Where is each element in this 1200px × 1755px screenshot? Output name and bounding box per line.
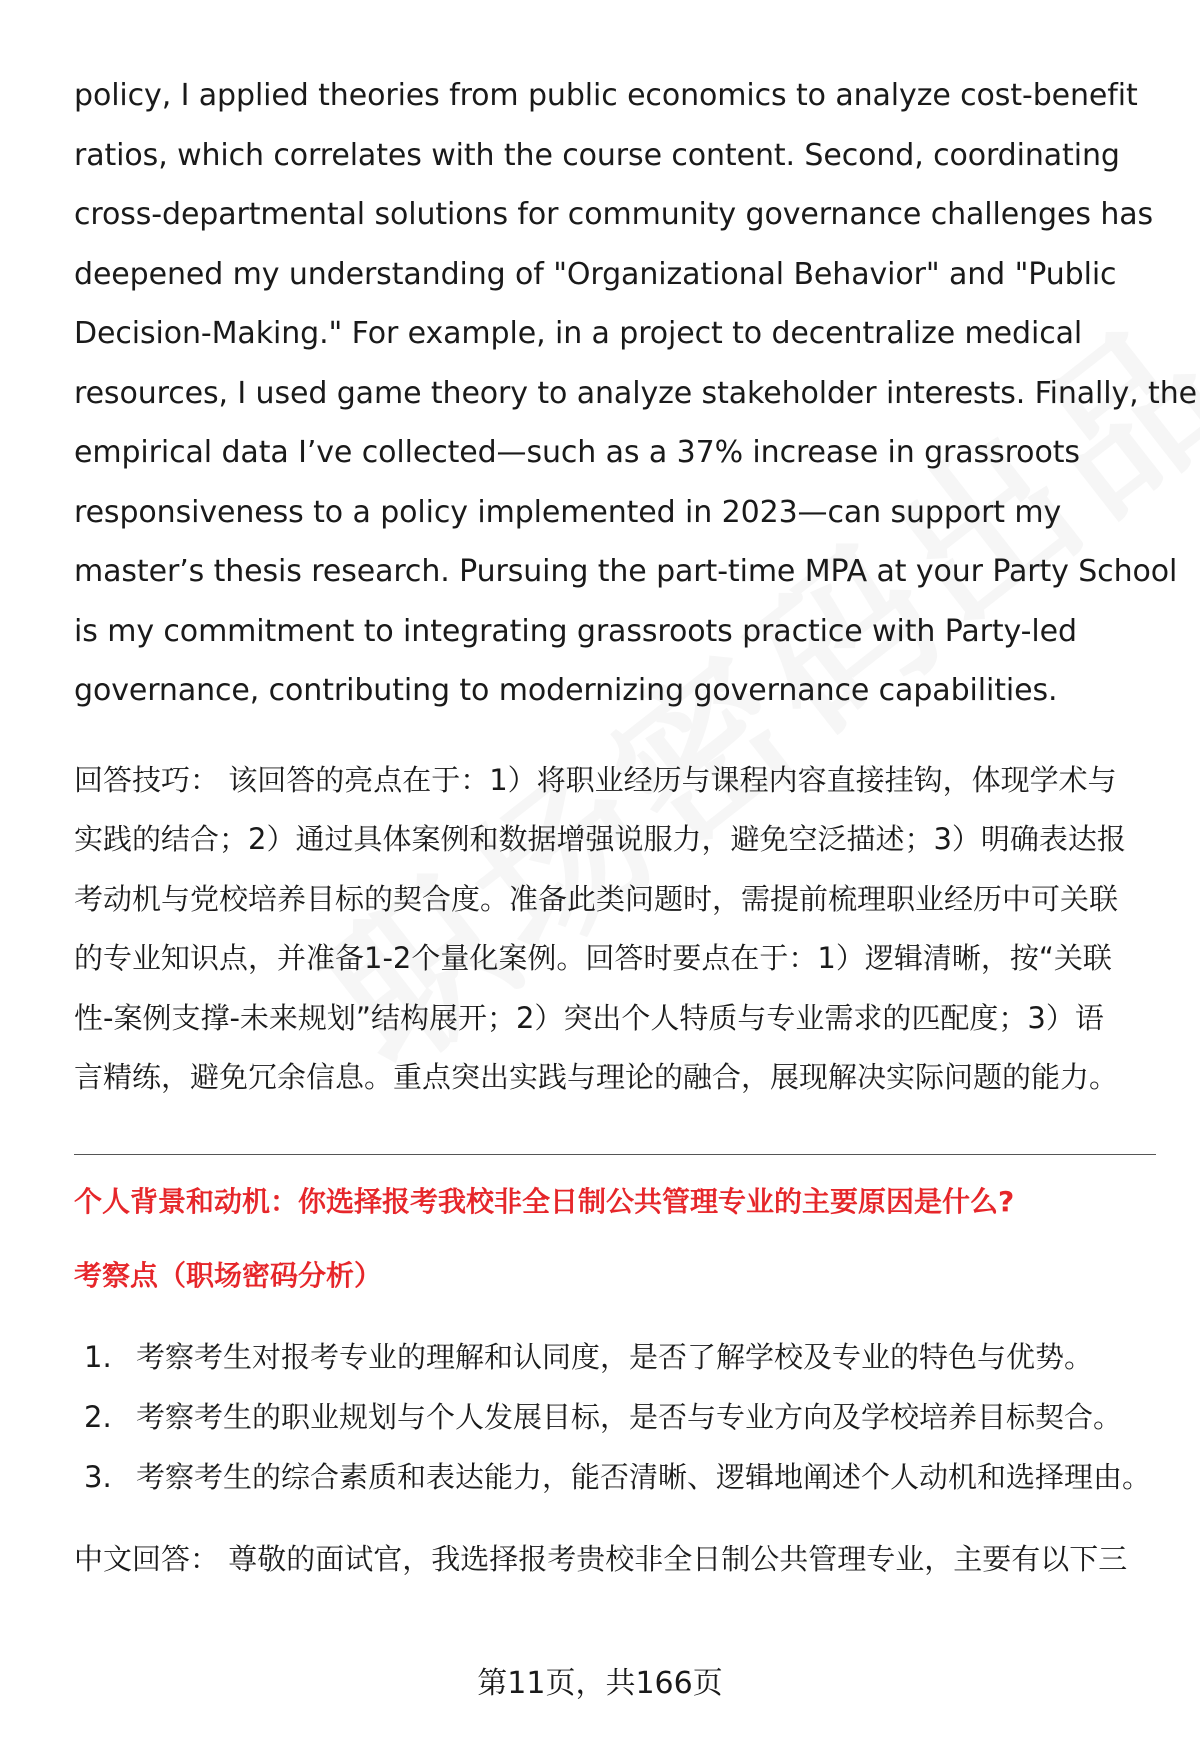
- section-divider: [74, 1154, 1156, 1155]
- tips-line: 回答技巧： 该回答的亮点在于：1）将职业经历与课程内容直接挂钩，体现学术与: [74, 762, 1117, 797]
- paragraph-line: deepened my understanding of "Organizational Behavior" and "Public: [74, 256, 1117, 292]
- list-item-number: 2.: [84, 1399, 112, 1434]
- focus-points-list: [74, 1327, 1156, 1507]
- list-item-text: 考察考生的综合素质和表达能力，能否清晰、逻辑地阐述个人动机和选择理由。: [136, 1459, 1152, 1494]
- paragraph-line: resources, I used game theory to analyze stakeholder interests. Finally, the: [74, 375, 1197, 411]
- english-answer-paragraph: [74, 66, 1197, 721]
- list-item-number: 1.: [84, 1339, 112, 1374]
- list-item: [74, 1447, 1156, 1507]
- list-item-text: 考察考生的职业规划与个人发展目标，是否与专业方向及学校培养目标契合。: [136, 1399, 1123, 1434]
- list-item: [74, 1327, 1156, 1387]
- tips-line: 性-案例支撑-未来规划”结构展开；2）突出个人特质与专业需求的匹配度；3）语: [74, 1000, 1104, 1035]
- paragraph-line: cross-departmental solutions for community governance challenges has: [74, 197, 1154, 232]
- page-content: [74, 66, 1197, 1589]
- paragraph-line: policy, I applied theories from public economics to analyze cost-benefit: [74, 78, 1138, 113]
- list-item-number: 3.: [84, 1459, 112, 1494]
- tips-line: 实践的结合；2）通过具体案例和数据增强说服力，避免空泛描述；3）明确表达报: [74, 822, 1126, 856]
- chinese-answer-start: 中文回答： 尊敬的面试官，我选择报考贵校非全日制公共管理专业，主要有以下三: [74, 1541, 1128, 1576]
- paragraph-line: is my commitment to integrating grassroots practice with Party-led: [74, 613, 1077, 649]
- paragraph-line: governance, contributing to modernizing governance capabilities.: [74, 673, 1058, 708]
- focus-heading: 考察点（职场密码分析）: [74, 1258, 383, 1292]
- tips-line: 的专业知识点，并准备1-2个量化案例。回答时要点在于：1）逻辑清晰，按“关联: [74, 941, 1112, 975]
- list-item: [74, 1387, 1156, 1447]
- list-item-text: 考察考生对报考专业的理解和认同度，是否了解学校及专业的特色与优势。: [136, 1339, 1094, 1374]
- paragraph-line: Decision-Making." For example, in a project to decentralize medical: [74, 316, 1083, 351]
- paragraph-line: ratios, which correlates with the course content. Second, coordinating: [74, 137, 1120, 173]
- page-number: 第11页，共166页: [477, 1666, 723, 1701]
- paragraph-line: empirical data I’ve collected—such as a 37% increase in grassroots: [74, 435, 1080, 470]
- paragraph-line: responsiveness to a policy implemented in 2023—can support my: [74, 494, 1062, 530]
- answer-tips-paragraph: [74, 751, 1156, 1108]
- question-title: 个人背景和动机：你选择报考我校非全日制公共管理专业的主要原因是什么?: [74, 1184, 1015, 1218]
- tips-line: 言精练，避免冗余信息。重点突出实践与理论的融合，展现解决实际问题的能力。: [74, 1060, 1119, 1094]
- tips-line: 考动机与党校培养目标的契合度。准备此类问题时，需提前梳理职业经历中可关联: [74, 881, 1119, 916]
- paragraph-line: master’s thesis research. Pursuing the part-time MPA at your Party School: [74, 554, 1178, 589]
